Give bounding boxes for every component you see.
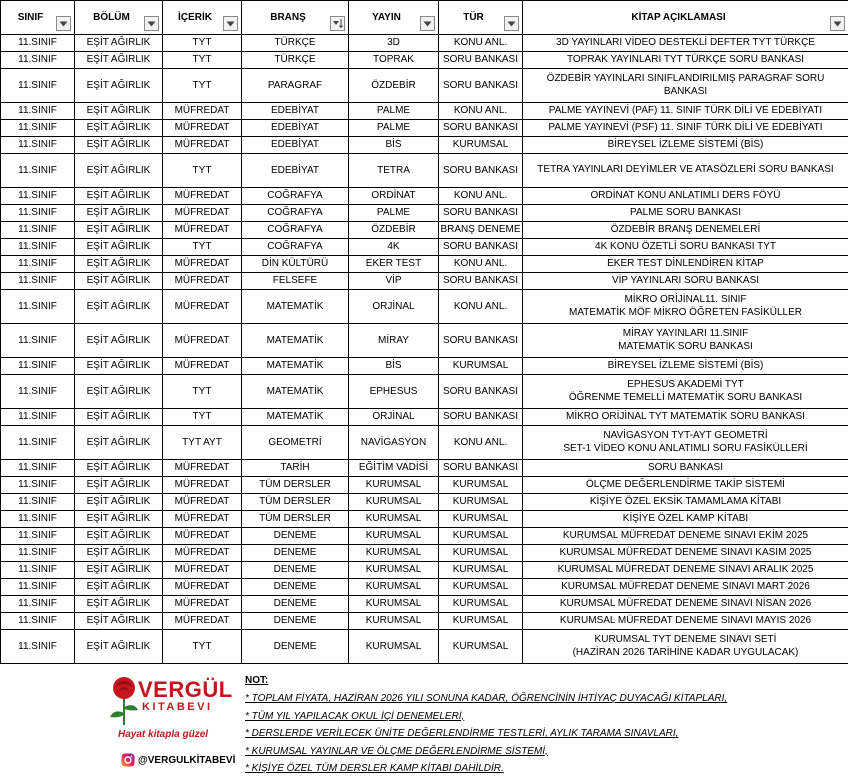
cell-sinif: 11.SINIF — [1, 426, 75, 460]
cell-desc: EKER TEST DİNLENDİREN KİTAP — [523, 256, 848, 273]
cell-tur: KURUMSAL — [439, 137, 523, 154]
footer — [0, 665, 848, 784]
cell-bolum: EŞİT AĞIRLIK — [75, 494, 163, 511]
cell-desc: MİRAY YAYINLARI 11.SINIF MATEMATİK SORU BANKASI — [523, 324, 848, 358]
cell-desc: PALME SORU BANKASI — [523, 205, 848, 222]
cell-sinif: 11.SINIF — [1, 545, 75, 562]
cell-icerik: TYT AYT — [163, 426, 242, 460]
cell-icerik: TYT — [163, 35, 242, 52]
table-row — [1, 511, 848, 528]
filter-dropdown-icon[interactable] — [56, 16, 71, 31]
cell-brans: TÜRKÇE — [242, 52, 349, 69]
filter-dropdown-icon[interactable] — [830, 16, 845, 31]
cell-icerik: MÜFREDAT — [163, 324, 242, 358]
cell-desc: 3D YAYINLARI VİDEO DESTEKLİ DEFTER TYT TÜRKÇE — [523, 35, 848, 52]
cell-icerik: TYT — [163, 375, 242, 409]
cell-yayin: KURUMSAL — [349, 545, 439, 562]
cell-desc: KURUMSAL MÜFREDAT DENEME SINAVI ARALIK 2025 — [523, 562, 848, 579]
cell-sinif: 11.SINIF — [1, 596, 75, 613]
table-row — [1, 239, 848, 256]
cell-brans: MATEMATİK — [242, 409, 349, 426]
cell-yayin: KURUMSAL — [349, 511, 439, 528]
cell-bolum: EŞİT AĞIRLIK — [75, 239, 163, 256]
cell-yayin: ORJİNAL — [349, 409, 439, 426]
cell-icerik: MÜFREDAT — [163, 103, 242, 120]
cell-sinif: 11.SINIF — [1, 205, 75, 222]
cell-sinif: 11.SINIF — [1, 324, 75, 358]
table-row — [1, 256, 848, 273]
cell-icerik: MÜFREDAT — [163, 511, 242, 528]
cell-tur: SORU BANKASI — [439, 460, 523, 477]
col-kitap-aciklamasi — [523, 1, 848, 35]
cell-bolum: EŞİT AĞIRLIK — [75, 137, 163, 154]
column-header-label: TÜR — [463, 11, 484, 23]
cell-tur: SORU BANKASI — [439, 375, 523, 409]
cell-bolum: EŞİT AĞIRLIK — [75, 324, 163, 358]
table-row — [1, 205, 848, 222]
cell-icerik: MÜFREDAT — [163, 460, 242, 477]
cell-desc: ÖLÇME DEĞERLENDİRME TAKİP SİSTEMİ — [523, 477, 848, 494]
cell-bolum: EŞİT AĞIRLIK — [75, 630, 163, 664]
note-item: * KURUMSAL YAYINLAR VE ÖLÇME DEĞERLENDİRME SİSTEMİ, — [245, 745, 548, 757]
cell-icerik: MÜFREDAT — [163, 545, 242, 562]
cell-sinif: 11.SINIF — [1, 239, 75, 256]
cell-yayin: KURUMSAL — [349, 528, 439, 545]
cell-sinif: 11.SINIF — [1, 222, 75, 239]
cell-desc: NAVİGASYON TYT-AYT GEOMETRİ SET-1 VİDEO KONU ANLATIMLI SORU FASİKÜLLERİ — [523, 426, 848, 460]
sort-filter-icon[interactable] — [330, 16, 345, 31]
cell-bolum: EŞİT AĞIRLIK — [75, 579, 163, 596]
table-row — [1, 52, 848, 69]
cell-tur: SORU BANKASI — [439, 324, 523, 358]
cell-tur: SORU BANKASI — [439, 409, 523, 426]
cell-icerik: TYT — [163, 154, 242, 188]
col-bolum — [75, 1, 163, 35]
cell-bolum: EŞİT AĞIRLIK — [75, 358, 163, 375]
column-header-label: BÖLÜM — [93, 11, 130, 23]
cell-tur: KURUMSAL — [439, 511, 523, 528]
cell-desc: TETRA YAYINLARI DEYİMLER VE ATASÖZLERİ SORU BANKASI — [523, 154, 848, 188]
cell-bolum: EŞİT AĞIRLIK — [75, 596, 163, 613]
col-sinif — [1, 1, 75, 35]
table-row — [1, 290, 848, 324]
cell-bolum: EŞİT AĞIRLIK — [75, 528, 163, 545]
cell-icerik: MÜFREDAT — [163, 579, 242, 596]
cell-tur: KONU ANL. — [439, 188, 523, 205]
cell-brans: PARAGRAF — [242, 69, 349, 103]
cell-bolum: EŞİT AĞIRLIK — [75, 477, 163, 494]
cell-brans: DENEME — [242, 630, 349, 664]
cell-brans: COĞRAFYA — [242, 222, 349, 239]
cell-brans: MATEMATİK — [242, 375, 349, 409]
cell-sinif: 11.SINIF — [1, 528, 75, 545]
notes-list — [245, 690, 845, 778]
cell-desc: KURUMSAL MÜFREDAT DENEME SINAVI EKİM 2025 — [523, 528, 848, 545]
cell-sinif: 11.SINIF — [1, 256, 75, 273]
cell-tur: KONU ANL. — [439, 35, 523, 52]
cell-tur: SORU BANKASI — [439, 205, 523, 222]
cell-icerik: MÜFREDAT — [163, 562, 242, 579]
table-row — [1, 35, 848, 52]
col-tur — [439, 1, 523, 35]
table-row — [1, 222, 848, 239]
cell-desc: ORDİNAT KONU ANLATIMLI DERS FÖYÜ — [523, 188, 848, 205]
cell-icerik: MÜFREDAT — [163, 205, 242, 222]
rose-icon — [106, 675, 142, 727]
cell-sinif: 11.SINIF — [1, 630, 75, 664]
cell-brans: DENEME — [242, 596, 349, 613]
cell-brans: TÜM DERSLER — [242, 511, 349, 528]
cell-icerik: MÜFREDAT — [163, 188, 242, 205]
cell-tur: KURUMSAL — [439, 630, 523, 664]
cell-bolum: EŞİT AĞIRLIK — [75, 256, 163, 273]
cell-bolum: EŞİT AĞIRLIK — [75, 103, 163, 120]
cell-tur: KURUMSAL — [439, 545, 523, 562]
cell-brans: MATEMATİK — [242, 358, 349, 375]
table-row — [1, 494, 848, 511]
cell-yayin: ÖZDEBİR — [349, 222, 439, 239]
cell-bolum: EŞİT AĞIRLIK — [75, 562, 163, 579]
cell-sinif: 11.SINIF — [1, 69, 75, 103]
cell-sinif: 11.SINIF — [1, 52, 75, 69]
cell-icerik: MÜFREDAT — [163, 613, 242, 630]
cell-icerik: MÜFREDAT — [163, 222, 242, 239]
cell-bolum: EŞİT AĞIRLIK — [75, 375, 163, 409]
note-item: * TOPLAM FİYATA, HAZİRAN 2026 YILI SONUNA KADAR, ÖĞRENCİNİN İHTİYAÇ DUYACAĞI KİTAPLARI, — [245, 693, 728, 704]
cell-icerik: MÜFREDAT — [163, 596, 242, 613]
cell-yayin: VİP — [349, 273, 439, 290]
cell-brans: COĞRAFYA — [242, 205, 349, 222]
cell-tur: KURUMSAL — [439, 579, 523, 596]
cell-sinif: 11.SINIF — [1, 613, 75, 630]
cell-sinif: 11.SINIF — [1, 579, 75, 596]
table-body — [1, 35, 848, 664]
header-row — [1, 1, 848, 35]
table-row — [1, 273, 848, 290]
table-row — [1, 324, 848, 358]
cell-desc: KURUMSAL MÜFREDAT DENEME SINAVI KASIM 2025 — [523, 545, 848, 562]
cell-desc: EPHESUS AKADEMİ TYT ÖĞRENME TEMELLİ MATEMATİK SORU BANKASI — [523, 375, 848, 409]
column-header-label: SINIF — [17, 11, 44, 23]
cell-tur: KONU ANL. — [439, 256, 523, 273]
cell-brans: DENEME — [242, 613, 349, 630]
cell-sinif: 11.SINIF — [1, 103, 75, 120]
cell-tur: KURUMSAL — [439, 477, 523, 494]
cell-bolum: EŞİT AĞIRLIK — [75, 52, 163, 69]
col-yayin — [349, 1, 439, 35]
instagram-icon — [121, 753, 135, 767]
filter-dropdown-icon[interactable] — [504, 16, 519, 31]
cell-brans: COĞRAFYA — [242, 188, 349, 205]
cell-yayin: MİRAY — [349, 324, 439, 358]
cell-yayin: KURUMSAL — [349, 494, 439, 511]
cell-desc: PALME YAYINEVİ (PSF) 11. SINIF TÜRK DİLİ VE EDEBİYATI — [523, 120, 848, 137]
cell-brans: TÜM DERSLER — [242, 494, 349, 511]
cell-icerik: TYT — [163, 409, 242, 426]
instagram-label: @VERGULKİTABEVİ — [138, 754, 236, 766]
brand-sub: KITABEVI — [142, 701, 213, 713]
cell-sinif: 11.SINIF — [1, 511, 75, 528]
col-brans — [242, 1, 349, 35]
cell-tur: KONU ANL. — [439, 426, 523, 460]
cell-brans: DENEME — [242, 545, 349, 562]
cell-yayin: EĞİTİM VADİSİ — [349, 460, 439, 477]
cell-yayin: 4K — [349, 239, 439, 256]
cell-bolum: EŞİT AĞIRLIK — [75, 426, 163, 460]
cell-sinif: 11.SINIF — [1, 375, 75, 409]
cell-tur: KURUMSAL — [439, 613, 523, 630]
cell-tur: KURUMSAL — [439, 528, 523, 545]
cell-brans: EDEBİYAT — [242, 154, 349, 188]
brand-name: VERGÜL — [138, 677, 233, 702]
table-row — [1, 120, 848, 137]
cell-bolum: EŞİT AĞIRLIK — [75, 460, 163, 477]
notes-title: NOT: — [245, 675, 269, 686]
cell-yayin: PALME — [349, 103, 439, 120]
cell-sinif: 11.SINIF — [1, 477, 75, 494]
cell-brans: DENEME — [242, 528, 349, 545]
cell-icerik: MÜFREDAT — [163, 120, 242, 137]
filter-dropdown-icon[interactable] — [144, 16, 159, 31]
cell-yayin: KURUMSAL — [349, 613, 439, 630]
cell-tur: KURUMSAL — [439, 494, 523, 511]
table-row — [1, 375, 848, 409]
vergul-logo — [104, 675, 236, 775]
cell-sinif: 11.SINIF — [1, 35, 75, 52]
cell-brans: GEOMETRİ — [242, 426, 349, 460]
cell-icerik: TYT — [163, 630, 242, 664]
cell-yayin: KURUMSAL — [349, 596, 439, 613]
cell-yayin: ORDİNAT — [349, 188, 439, 205]
cell-sinif: 11.SINIF — [1, 137, 75, 154]
cell-desc: TOPRAK YAYINLARI TYT TÜRKÇE SORU BANKASI — [523, 52, 848, 69]
cell-desc: KİŞİYE ÖZEL EKSİK TAMAMLAMA KİTABI — [523, 494, 848, 511]
table-row — [1, 137, 848, 154]
cell-tur: KONU ANL. — [439, 103, 523, 120]
cell-desc: KURUMSAL TYT DENEME SINAVI SETİ (HAZİRAN 2026 TARİHİNE KADAR UYGULACAK) — [523, 630, 848, 664]
table-row — [1, 460, 848, 477]
cell-bolum: EŞİT AĞIRLIK — [75, 511, 163, 528]
table-row — [1, 596, 848, 613]
cell-yayin: TETRA — [349, 154, 439, 188]
cell-bolum: EŞİT AĞIRLIK — [75, 188, 163, 205]
filter-dropdown-icon[interactable] — [420, 16, 435, 31]
cell-bolum: EŞİT AĞIRLIK — [75, 545, 163, 562]
brand-slogan: Hayat kitapla güzel — [118, 729, 209, 740]
table-row — [1, 426, 848, 460]
cell-tur: KURUMSAL — [439, 358, 523, 375]
cell-desc: ÖZDEBİR BRANŞ DENEMELERİ — [523, 222, 848, 239]
cell-bolum: EŞİT AĞIRLIK — [75, 409, 163, 426]
cell-icerik: MÜFREDAT — [163, 256, 242, 273]
column-header-label: YAYIN — [372, 11, 401, 23]
cell-brans: MATEMATİK — [242, 290, 349, 324]
cell-yayin: EPHESUS — [349, 375, 439, 409]
cell-brans: COĞRAFYA — [242, 239, 349, 256]
filter-dropdown-icon[interactable] — [223, 16, 238, 31]
table-row — [1, 477, 848, 494]
table-row — [1, 69, 848, 103]
note-item: * KİŞİYE ÖZEL TÜM DERSLER KAMP KİTABI DAHİLDİR. — [245, 763, 504, 774]
table-row — [1, 358, 848, 375]
cell-sinif: 11.SINIF — [1, 154, 75, 188]
cell-bolum: EŞİT AĞIRLIK — [75, 222, 163, 239]
cell-icerik: MÜFREDAT — [163, 528, 242, 545]
table-row — [1, 613, 848, 630]
cell-yayin: ÖZDEBİR — [349, 69, 439, 103]
cell-desc: KURUMSAL MÜFREDAT DENEME SINAVI MAYIS 2026 — [523, 613, 848, 630]
note-item: * DERSLERDE VERİLECEK ÜNİTE DEĞERLENDİRME TESTLERİ, AYLIK TARAMA SINAVLARI, — [245, 728, 679, 739]
table-row — [1, 630, 848, 664]
cell-tur: KONU ANL. — [439, 290, 523, 324]
table-row — [1, 188, 848, 205]
notes — [245, 675, 845, 778]
cell-tur: SORU BANKASI — [439, 273, 523, 290]
cell-sinif: 11.SINIF — [1, 460, 75, 477]
cell-desc: KURUMSAL MÜFREDAT DENEME SINAVI NİSAN 2026 — [523, 596, 848, 613]
cell-tur: SORU BANKASI — [439, 120, 523, 137]
cell-brans: DENEME — [242, 579, 349, 596]
cell-tur: KURUMSAL — [439, 562, 523, 579]
cell-sinif: 11.SINIF — [1, 290, 75, 324]
cell-icerik: MÜFREDAT — [163, 273, 242, 290]
table-row — [1, 579, 848, 596]
cell-brans: TÜM DERSLER — [242, 477, 349, 494]
cell-yayin: TOPRAK — [349, 52, 439, 69]
cell-icerik: MÜFREDAT — [163, 494, 242, 511]
cell-tur: KURUMSAL — [439, 596, 523, 613]
cell-icerik: MÜFREDAT — [163, 477, 242, 494]
column-header-label: BRANŞ — [270, 11, 306, 23]
cell-yayin: ORJİNAL — [349, 290, 439, 324]
cell-bolum: EŞİT AĞIRLIK — [75, 35, 163, 52]
cell-icerik: TYT — [163, 52, 242, 69]
cell-desc: SORU BANKASI — [523, 460, 848, 477]
cell-icerik: TYT — [163, 69, 242, 103]
cell-brans: EDEBİYAT — [242, 137, 349, 154]
cell-icerik: MÜFREDAT — [163, 358, 242, 375]
cell-yayin: PALME — [349, 205, 439, 222]
cell-tur: SORU BANKASI — [439, 52, 523, 69]
table-row — [1, 409, 848, 426]
cell-brans: DİN KÜLTÜRÜ — [242, 256, 349, 273]
table-row — [1, 154, 848, 188]
cell-desc: PALME YAYINEVİ (PAF) 11. SINIF TÜRK DİLİ VE EDEBİYATI — [523, 103, 848, 120]
cell-sinif: 11.SINIF — [1, 188, 75, 205]
col-icerik — [163, 1, 242, 35]
table-row — [1, 545, 848, 562]
cell-brans: EDEBİYAT — [242, 103, 349, 120]
cell-desc: MİKRO ORİJİNAL11. SINIF MATEMATİK MÖF MİKRO ÖĞRETEN FASİKÜLLER — [523, 290, 848, 324]
cell-sinif: 11.SINIF — [1, 358, 75, 375]
column-header-label: KİTAP AÇIKLAMASI — [631, 11, 726, 23]
table-row — [1, 103, 848, 120]
cell-sinif: 11.SINIF — [1, 494, 75, 511]
instagram-handle[interactable] — [121, 753, 235, 767]
cell-yayin: KURUMSAL — [349, 579, 439, 596]
cell-brans: TARİH — [242, 460, 349, 477]
cell-desc: VİP YAYINLARI SORU BANKASI — [523, 273, 848, 290]
cell-yayin: KURUMSAL — [349, 562, 439, 579]
cell-bolum: EŞİT AĞIRLIK — [75, 613, 163, 630]
cell-desc: ÖZDEBİR YAYINLARI SINIFLANDIRILMIŞ PARAGRAF SORU BANKASI — [523, 69, 848, 103]
cell-tur: SORU BANKASI — [439, 239, 523, 256]
cell-yayin: PALME — [349, 120, 439, 137]
cell-yayin: EKER TEST — [349, 256, 439, 273]
cell-bolum: EŞİT AĞIRLIK — [75, 205, 163, 222]
cell-icerik: TYT — [163, 239, 242, 256]
cell-tur: SORU BANKASI — [439, 69, 523, 103]
cell-icerik: MÜFREDAT — [163, 290, 242, 324]
column-header-label: İÇERİK — [178, 11, 212, 23]
cell-sinif: 11.SINIF — [1, 562, 75, 579]
cell-desc: BİREYSEL İZLEME SİSTEMİ (BİS) — [523, 358, 848, 375]
cell-bolum: EŞİT AĞIRLIK — [75, 154, 163, 188]
table-row — [1, 528, 848, 545]
cell-brans: DENEME — [242, 562, 349, 579]
cell-desc: KİŞİYE ÖZEL KAMP KİTABI — [523, 511, 848, 528]
note-item: * TÜM YIL YAPILACAK OKUL İÇİ DENEMELERİ, — [245, 710, 465, 722]
cell-yayin: 3D — [349, 35, 439, 52]
cell-bolum: EŞİT AĞIRLIK — [75, 69, 163, 103]
cell-yayin: BİS — [349, 137, 439, 154]
table-row — [1, 562, 848, 579]
cell-desc: KURUMSAL MÜFREDAT DENEME SINAVI MART 2026 — [523, 579, 848, 596]
cell-desc: MİKRO ORİJİNAL TYT MATEMATİK SORU BANKASI — [523, 409, 848, 426]
cell-bolum: EŞİT AĞIRLIK — [75, 120, 163, 137]
cell-yayin: NAVİGASYON — [349, 426, 439, 460]
cell-sinif: 11.SINIF — [1, 120, 75, 137]
cell-tur: BRANŞ DENEME — [439, 222, 523, 239]
cell-bolum: EŞİT AĞIRLIK — [75, 273, 163, 290]
cell-brans: EDEBİYAT — [242, 120, 349, 137]
cell-desc: BİREYSEL İZLEME SİSTEMİ (BİS) — [523, 137, 848, 154]
cell-yayin: KURUMSAL — [349, 477, 439, 494]
cell-sinif: 11.SINIF — [1, 273, 75, 290]
cell-icerik: MÜFREDAT — [163, 137, 242, 154]
cell-desc: 4K KONU ÖZETLİ SORU BANKASI TYT — [523, 239, 848, 256]
cell-yayin: BİS — [349, 358, 439, 375]
cell-bolum: EŞİT AĞIRLIK — [75, 290, 163, 324]
cell-brans: FELSEFE — [242, 273, 349, 290]
cell-sinif: 11.SINIF — [1, 409, 75, 426]
cell-tur: SORU BANKASI — [439, 154, 523, 188]
cell-yayin: KURUMSAL — [349, 630, 439, 664]
cell-brans: MATEMATİK — [242, 324, 349, 358]
cell-brans: TÜRKÇE — [242, 35, 349, 52]
